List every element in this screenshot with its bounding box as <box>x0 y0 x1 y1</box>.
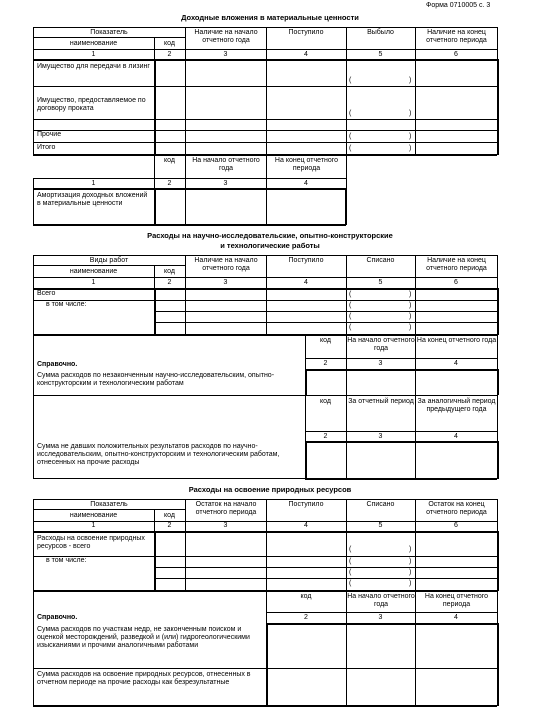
header-end-of-period: Наличие на конец отчетного периода <box>426 257 487 272</box>
header-name: наименование <box>69 512 118 519</box>
col-num: 3 <box>378 614 383 621</box>
header-received: Поступило <box>288 257 324 264</box>
col-num: 1 <box>91 51 96 58</box>
header-written-off: Списано <box>366 501 395 508</box>
section-title-rnd-line1: Расходы на научно-исследовательские, опытно-конструкторские <box>147 231 393 240</box>
col-num: 2 <box>323 433 328 440</box>
paren-close: ) <box>409 302 412 309</box>
col-num: 4 <box>304 180 308 187</box>
paren-open: ( <box>349 302 352 309</box>
header-start-of-year: Наличие на начало отчетного года <box>194 257 258 272</box>
paren-close: ) <box>409 580 412 587</box>
header-kod: код <box>320 337 331 344</box>
col-num: 1 <box>91 180 96 187</box>
row-label-resources-total: Расходы на освоение природных ресурсов - всего <box>37 535 145 550</box>
paren-close: ) <box>409 313 412 320</box>
header-work-types: Виды работ <box>89 257 129 264</box>
col-num: 4 <box>304 522 308 529</box>
col-num: 4 <box>454 360 458 367</box>
header-kod: код <box>300 593 312 600</box>
paren-close: ) <box>409 569 412 576</box>
col-num: 1 <box>91 522 96 529</box>
header-balance-start: Остаток на начало отчетного периода <box>195 501 257 516</box>
header-pokazatel: Показатель <box>90 501 128 508</box>
col-num: 3 <box>223 180 228 187</box>
header-end-of-period: На конец отчетного периода <box>424 593 489 608</box>
paren-open: ( <box>349 77 352 84</box>
col-num: 5 <box>378 279 383 286</box>
row-label-leasing: Имущество для передачи в лизинг <box>37 63 150 70</box>
header-start-of-year: На начало отчетного года <box>347 593 415 608</box>
col-num: 1 <box>91 279 96 286</box>
paren-close: ) <box>409 77 412 84</box>
header-balance-end: Остаток на конец отчетного периода <box>426 501 487 516</box>
paren-open: ( <box>349 145 352 152</box>
header-end-of-year: На конец отчетного года <box>416 337 497 344</box>
header-end-of-period: Наличие на конец отчетного периода <box>426 29 487 44</box>
row-label-unsuccessful-expenses: Сумма расходов на освоение природных ресурсов, отнесенных в отчетном периоде на прочие расходы как безрезультатные <box>37 671 251 686</box>
col-num: 6 <box>454 51 458 58</box>
paren-open: ( <box>349 313 352 320</box>
paren-close: ) <box>409 324 412 331</box>
header-end-of-period: На конец отчетного периода <box>274 157 339 172</box>
col-num: 4 <box>454 614 458 621</box>
header-written-off: Списано <box>366 257 395 264</box>
header-kod: код <box>164 512 175 519</box>
col-num: 4 <box>454 433 458 440</box>
header-kod: код <box>164 268 175 275</box>
col-num: 3 <box>223 279 228 286</box>
row-label-including: в том числе: <box>46 301 87 308</box>
col-num: 4 <box>304 51 308 58</box>
paren-open: ( <box>349 133 352 140</box>
row-label-rental: Имущество, предоставляемое по договору проката <box>37 97 146 112</box>
header-reporting-period: За отчетный период <box>348 398 414 405</box>
header-name: наименование <box>69 268 118 275</box>
paren-open: ( <box>349 324 352 331</box>
paren-open: ( <box>349 569 352 576</box>
col-num: 2 <box>167 180 172 187</box>
header-retired: Выбыло <box>367 29 394 36</box>
header-kod: код <box>320 398 331 405</box>
row-label-negative-rnd: Сумма не давших положительных результатов расходов по научно-исследовательским, опытно-конструкторским и технологическим работам, отнесенных на прочие расходы <box>37 443 280 466</box>
row-label-unfinished-exploration: Сумма расходов по участкам недр, не законченным поиском и оценкой месторождений, разведкой и (или) гидрогеологическими изысканиями и прочими аналогичными работами <box>37 626 250 649</box>
paren-open: ( <box>349 580 352 587</box>
row-label-including: в том числе: <box>46 557 87 564</box>
paren-close: ) <box>409 558 412 565</box>
col-num: 3 <box>378 433 383 440</box>
paren-open: ( <box>349 291 352 298</box>
form-code: Форма 0710005 с. 3 <box>426 2 491 9</box>
row-label-total: Итого <box>37 144 56 151</box>
paren-open: ( <box>349 110 352 117</box>
header-received: Поступило <box>288 501 324 508</box>
header-start-of-year: Наличие на начало отчетного года <box>194 29 258 44</box>
col-num: 2 <box>167 522 172 529</box>
col-num: 5 <box>378 51 383 58</box>
paren-close: ) <box>409 145 412 152</box>
section-title-income-investments: Доходные вложения в материальные ценности <box>181 13 359 22</box>
reference-label: Справочно. <box>37 614 78 621</box>
row-label-unfinished-rnd: Сумма расходов по незаконченным научно-исследовательским, опытно-конструкторским и технологическим работам <box>37 372 275 387</box>
row-label-other: Прочие <box>37 131 62 138</box>
header-start-of-year: На начало отчетного года <box>347 337 415 352</box>
col-num: 2 <box>304 614 308 621</box>
header-kod: код <box>164 157 175 164</box>
col-num: 6 <box>454 279 458 286</box>
paren-close: ) <box>409 110 412 117</box>
reference-label: Справочно. <box>37 361 78 368</box>
col-num: 4 <box>304 279 308 286</box>
col-num: 2 <box>323 360 328 367</box>
col-num: 3 <box>223 522 228 529</box>
col-num: 6 <box>454 522 458 529</box>
section-title-natural-resources: Расходы на освоение природных ресурсов <box>188 485 352 494</box>
header-pokazatel: Показатель <box>90 29 128 36</box>
col-num: 2 <box>167 279 172 286</box>
section-title-rnd-line2: и технологические работы <box>220 241 320 250</box>
row-label-total: Всего <box>37 290 56 297</box>
paren-close: ) <box>409 546 412 553</box>
paren-open: ( <box>349 546 352 553</box>
header-previous-year-period: За аналогичный период предыдущего года <box>417 398 496 413</box>
col-num: 3 <box>378 360 383 367</box>
col-num: 5 <box>378 522 383 529</box>
header-received: Поступило <box>288 29 324 36</box>
col-num: 3 <box>223 51 228 58</box>
header-kod: код <box>164 40 175 47</box>
paren-open: ( <box>349 558 352 565</box>
header-start-of-year: На начало отчетного года <box>192 157 260 172</box>
paren-close: ) <box>409 291 412 298</box>
header-name: наименование <box>69 40 118 47</box>
row-label-amortization: Амортизация доходных вложений в материальные ценности <box>37 192 148 207</box>
paren-close: ) <box>409 133 412 140</box>
col-num: 2 <box>167 51 172 58</box>
